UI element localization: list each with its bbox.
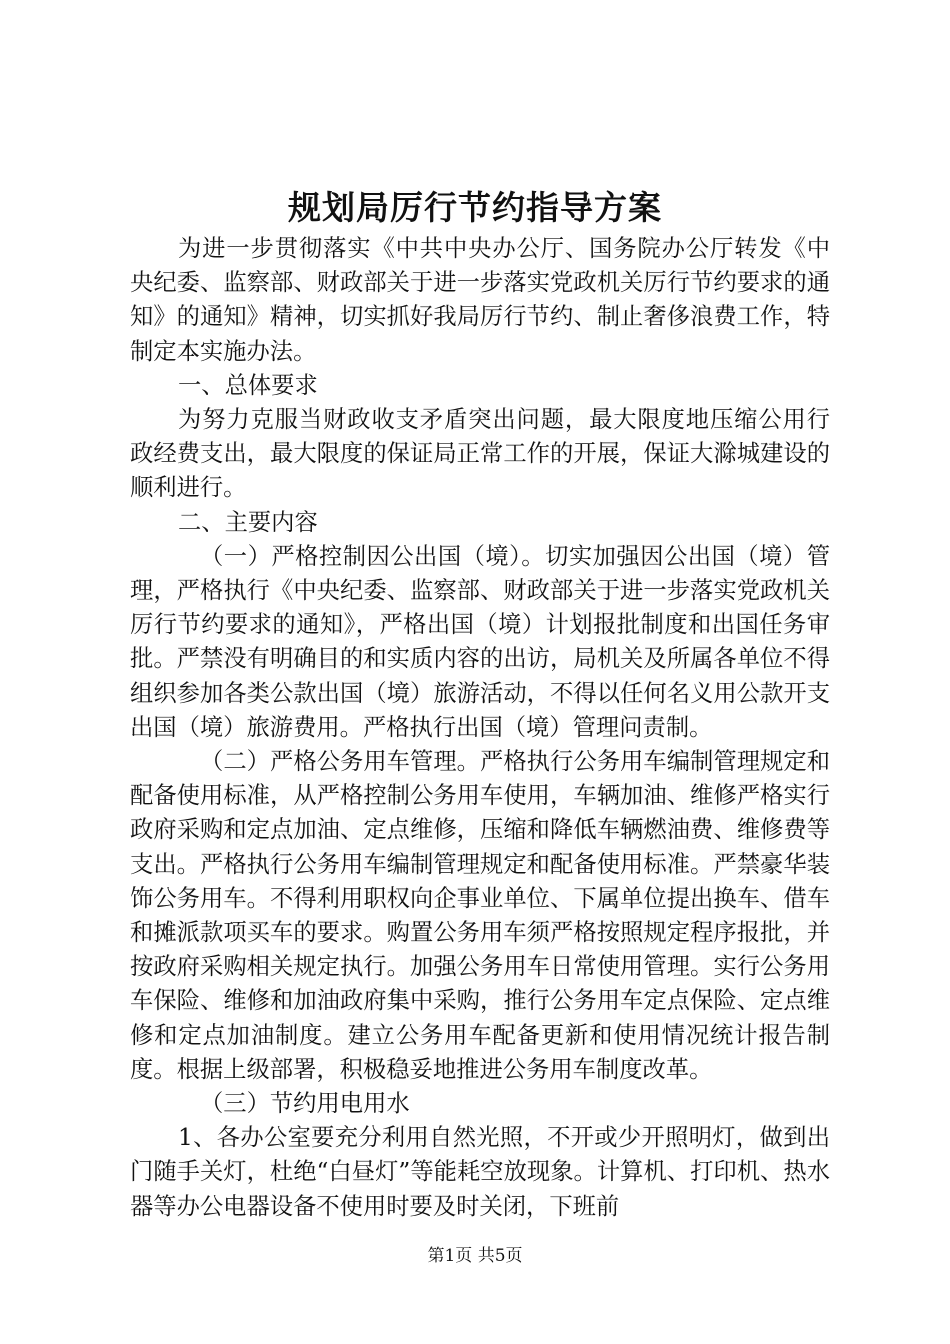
document-body	[130, 232, 830, 1224]
intro-paragraph: 为进一步贯彻落实《中共中央办公厅、国务院办公厅转发《中央纪委、监察部、财政部关于进一步落实党政机关厉行节约要求的通知》的通知》精神，切实抓好我局厉行节约、制止奢侈浪费工作，特制定本实施办法。	[130, 235, 830, 365]
section-heading-main: 二、主要内容	[178, 508, 318, 536]
document-title: 规划局厉行节约指导方案	[288, 188, 662, 227]
page-footer: 第1页 共5页	[427, 1246, 523, 1266]
item-utilities-heading: （三）节约用电用水	[200, 1090, 410, 1118]
section-heading-general: 一、总体要求	[178, 371, 318, 399]
utilities-step-1-paragraph: 1、各办公室要充分利用自然光照，不开或少开照明灯，做到出门随手关灯，杜绝“白昼灯”等能耗空放现象。计算机、打印机、热水器等办公电器设备不使用时要及时关闭，下班前	[130, 1124, 830, 1220]
item-abroad-paragraph: （一）严格控制因公出国（境）。切实加强因公出国（境）管理，严格执行《中央纪委、监察部、财政部关于进一步落实党政机关厉行节约要求的通知》，严格出国（境）计划报批制度和出国任务审批。严禁没有明确目的和实质内容的出访，局机关及所属各单位不得组织参加各类公款出国（境）旅游活动，不得以任何名义用公款开支出国（境）旅游费用。严格执行出国（境）管理问责制。	[130, 542, 830, 741]
general-requirements-paragraph: 为努力克服当财政收支矛盾突出问题，最大限度地压缩公用行政经费支出，最大限度的保证局正常工作的开展，保证大滁城建设的顺利进行。	[130, 406, 830, 502]
item-vehicle-paragraph: （二）严格公务用车管理。严格执行公务用车编制管理规定和配备使用标准，从严格控制公务用车使用，车辆加油、维修严格实行政府采购和定点加油、定点维修，压缩和降低车辆燃油费、维修费等支出。严格执行公务用车编制管理规定和配备使用标准。严禁豪华装饰公务用车。不得利用职权向企事业单位、下属单位提出换车、借车和摊派款项买车的要求。购置公务用车须严格按照规定程序报批，并按政府采购相关规定执行。加强公务用车日常使用管理。实行公务用车保险、维修和加油政府集中采购，推行公务用车定点保险、定点维修和定点加油制度。建立公务用车配备更新和使用情况统计报告制度。根据上级部署，积极稳妥地推进公务用车制度改革。	[130, 748, 830, 1083]
